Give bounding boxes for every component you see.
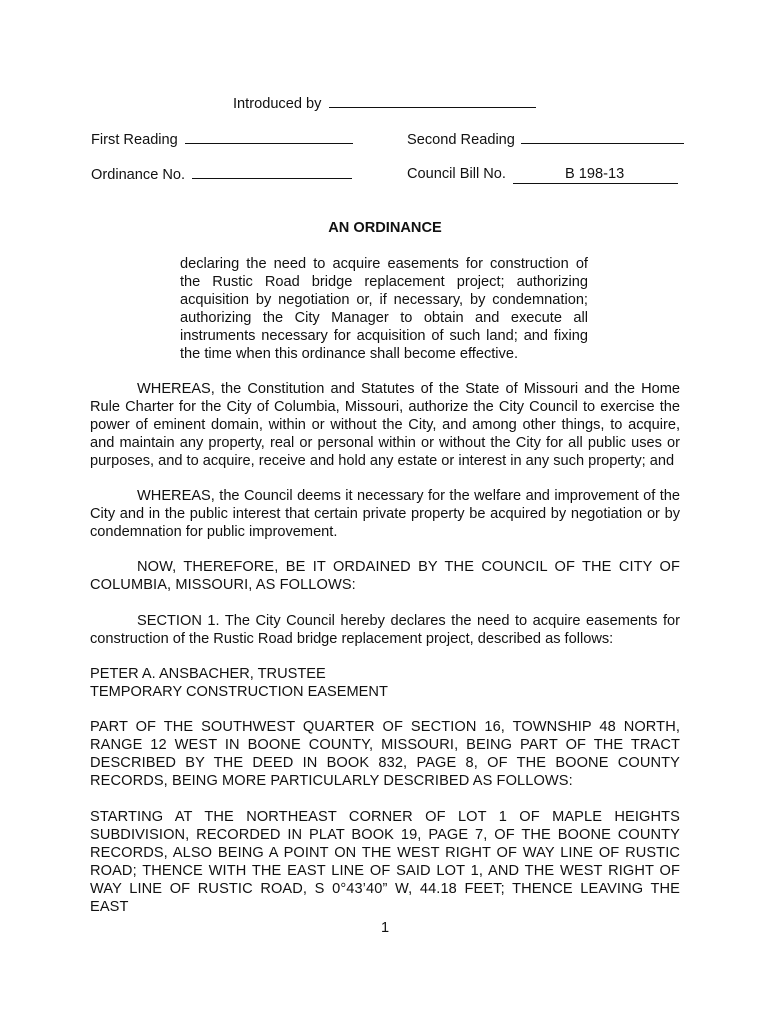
ordinance-summary: declaring the need to acquire easements for construction of the Rustic Road bridge replacement project; authorizing acquisition by negotiation or, if necessary, by condemnation; authorizing the City Manager to obtain and execute all instruments necessary for acquisition of such land; and fixing the time when this ordinance shall become effective. — [180, 256, 588, 362]
ordinance-no-blank — [192, 165, 352, 179]
legal-description-2: STARTING AT THE NORTHEAST CORNER OF LOT 1 OF MAPLE HEIGHTS SUBDIVISION, RECORDED IN PLAT BOOK 19, PAGE 7, OF THE BOONE COUNTY RECORDS, ALSO BEING A POINT ON THE WEST RIGHT OF WAY LINE OF RUSTIC ROAD; THENCE WITH THE EAST LINE OF SAID LOT 1, AND THE WEST RIGHT OF WAY LINE OF RUSTIC ROAD, S 0°43’40” W, 44.18 FEET; THENCE LEAVING THE EAST — [90, 809, 680, 915]
now-therefore-paragraph: NOW, THEREFORE, BE IT ORDAINED BY THE COUNCIL OF THE CITY OF COLUMBIA, MISSOURI, AS FOLLOWS: — [90, 559, 680, 593]
second-reading-line — [407, 130, 684, 149]
ordinance-title: AN ORDINANCE — [328, 220, 442, 236]
ordinance-no-label: Ordinance No. — [91, 167, 186, 183]
introduced-by-label: Introduced by — [233, 96, 322, 112]
legal-description-1: PART OF THE SOUTHWEST QUARTER OF SECTION 16, TOWNSHIP 48 NORTH, RANGE 12 WEST IN BOONE COUNTY, MISSOURI, BEING PART OF THE TRACT DESCRIBED BY THE DEED IN BOOK 832, PAGE 8, OF THE BOONE COUNTY RECORDS, BEING MORE PARTICULARLY DESCRIBED AS FOLLOWS: — [90, 719, 680, 789]
second-reading-blank — [521, 130, 684, 144]
easement-type: TEMPORARY CONSTRUCTION EASEMENT — [90, 684, 388, 700]
council-bill-value: B 198-13 — [565, 166, 625, 182]
owner-name: PETER A. ANSBACHER, TRUSTEE — [90, 666, 326, 682]
council-bill-label: Council Bill No. — [407, 166, 506, 182]
section-1-paragraph: SECTION 1. The City Council hereby declares the need to acquire easements for construction of the Rustic Road bridge replacement project, described as follows: — [90, 613, 680, 647]
council-bill-field — [513, 165, 678, 184]
council-bill-line — [407, 165, 678, 184]
ordinance-no-line — [91, 165, 352, 184]
whereas-paragraph-2: WHEREAS, the Council deems it necessary for the welfare and improvement of the City and in the public interest that certain private property be acquired by negotiation or by condemnation for public improvement. — [90, 488, 680, 540]
first-reading-blank — [185, 130, 353, 144]
first-reading-line — [91, 130, 353, 149]
second-reading-label: Second Reading — [407, 132, 515, 148]
introduced-by-line — [233, 94, 536, 113]
first-reading-label: First Reading — [91, 132, 178, 148]
page-number: 1 — [380, 920, 390, 936]
whereas-paragraph-1: WHEREAS, the Constitution and Statutes of the State of Missouri and the Home Rule Charter for the City of Columbia, Missouri, authorize the City Council to exercise the power of eminent domain, within or without the City, and among other things, to acquire, and maintain any property, real or personal within or without the City for all public uses or purposes, and to acquire, receive and hold any estate or interest in any such property; and — [90, 381, 680, 469]
introduced-by-blank — [329, 94, 536, 108]
